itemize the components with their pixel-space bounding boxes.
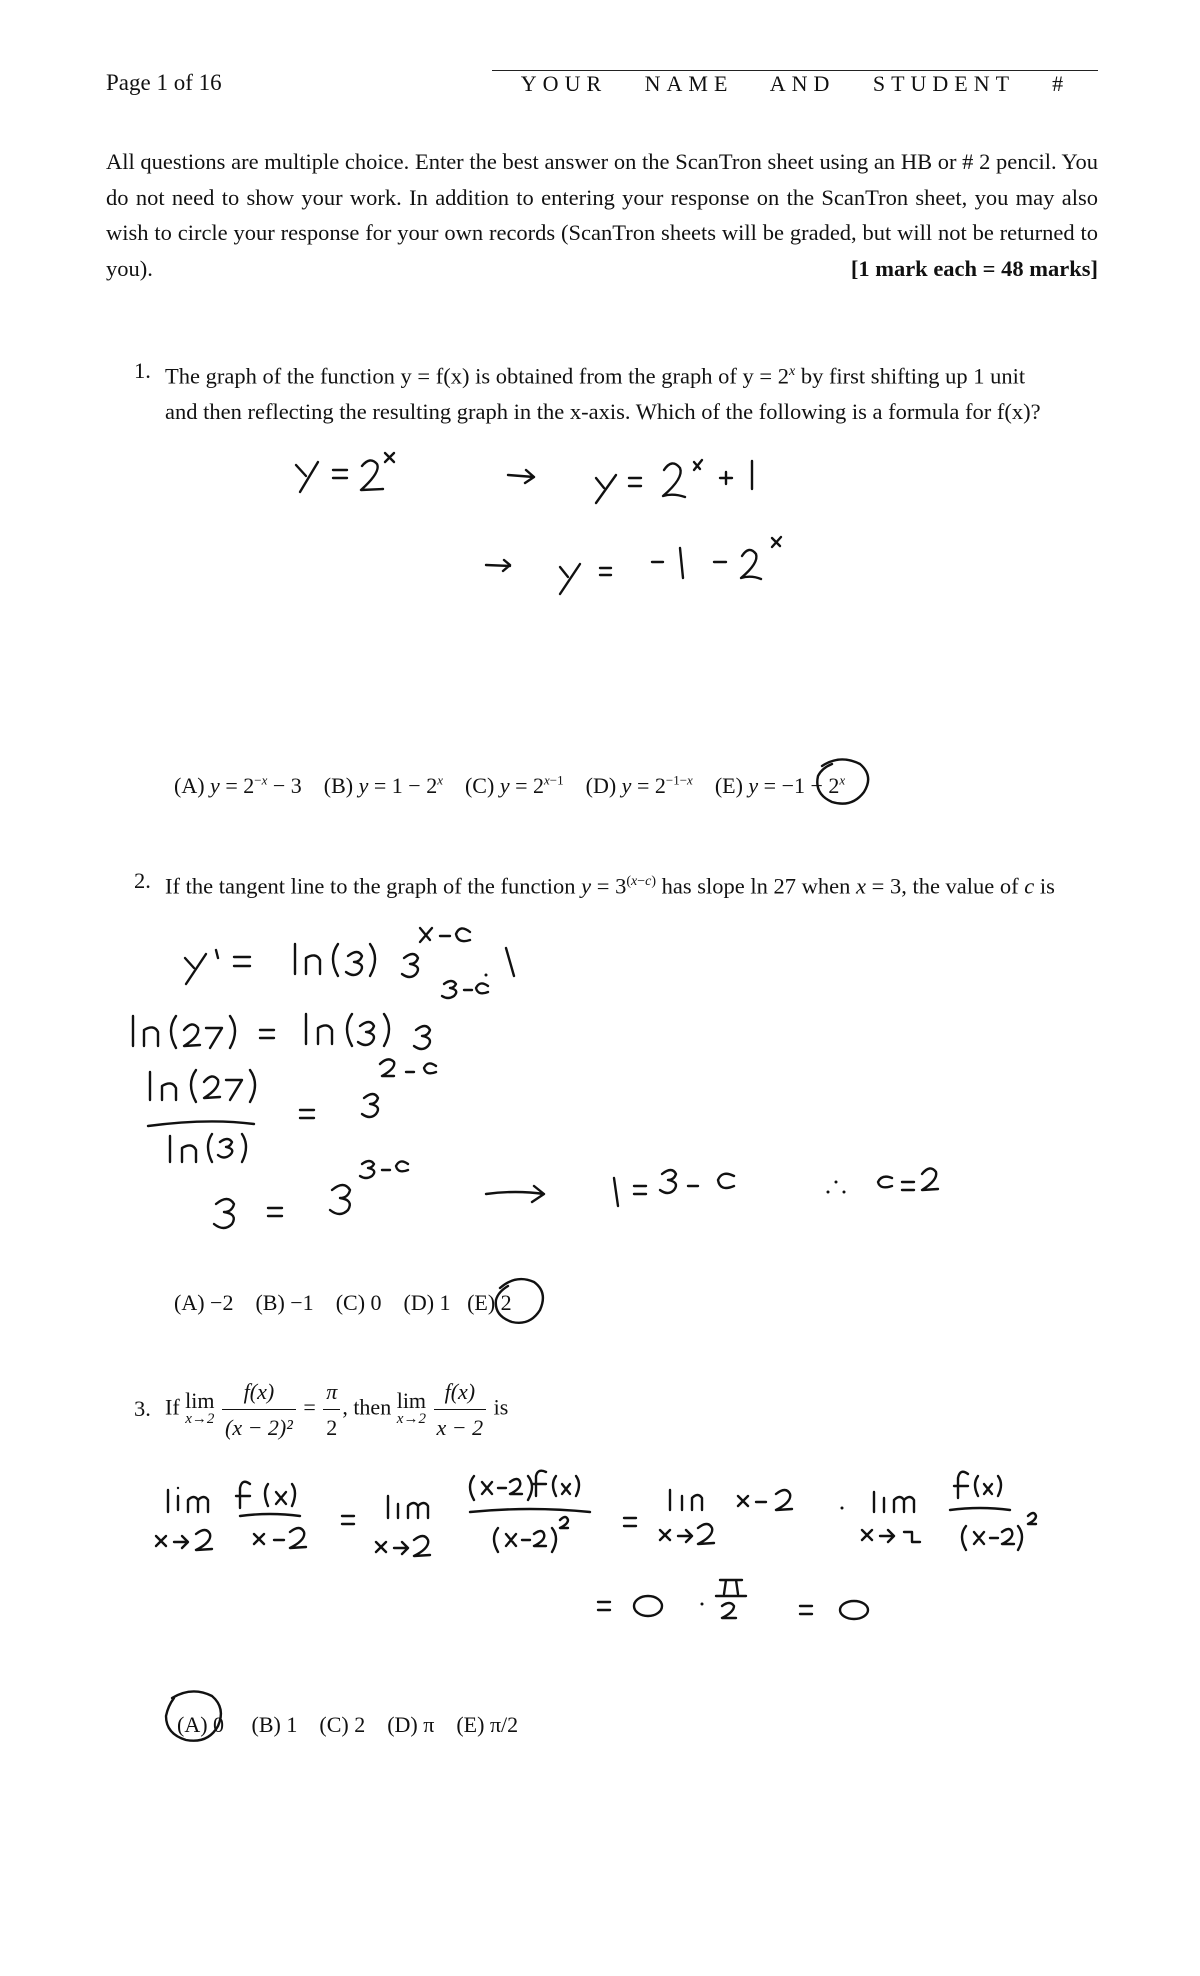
q1-choice-d[interactable]: (D) $y = 2^{-1-x}$ — [585, 773, 693, 799]
q3-choice-d[interactable]: (D) π — [387, 1712, 435, 1737]
q3-frac3-den: x − 2 — [436, 1415, 484, 1440]
q3-limit-1: lim x→2 — [185, 1387, 215, 1427]
q2-choice-a[interactable]: (A) −2 — [174, 1290, 234, 1315]
q3-frac2-den: 2 — [326, 1415, 338, 1440]
q2-choice-d[interactable]: (D) 1 — [403, 1290, 451, 1315]
question-1-line2: and then reflecting the resulting graph in the x-axis. Which of the following is a formula for f(x)? — [165, 398, 1041, 424]
q3-limit-2: lim x→2 — [396, 1387, 427, 1427]
question-1-line1: The graph of the function y = f(x) is obtained from the graph of y = 2 — [165, 363, 789, 389]
q2-choice-e[interactable]: (E) 2 — [467, 1290, 512, 1315]
marks-total: [1 mark each = 48 marks] — [850, 255, 1098, 281]
q3-choice-b[interactable]: (B) 1 — [251, 1712, 298, 1737]
q3-choice-a[interactable]: (A) 0 — [177, 1712, 225, 1737]
q3-frac1-den: (x − 2)² — [225, 1415, 293, 1440]
q1-choice-a[interactable]: (A) $y = 2^{-x} - 3$ — [174, 773, 302, 799]
question-1-number: 1. — [134, 358, 151, 383]
q3-text-is: is — [493, 1394, 509, 1420]
q3-text-if: If — [165, 1394, 180, 1420]
q3-limit-1-sub: x→2 — [185, 1410, 215, 1427]
q3-frac2-num: π — [323, 1374, 340, 1410]
question-1-text: The graph of the function y = f(x) is obtained from the graph of $y = 2^x$ by first shifting up 1 unit and then reflecting the resulting graph in the x-axis. Which of the following is a formula for f(x)? — [165, 354, 1100, 429]
q1-choice-b[interactable]: (B) $y = 1 - 2^x$ — [323, 773, 443, 799]
instructions-text: All questions are multiple choice. Enter the best answer on the ScanTron sheet using an HB or # 2 pencil. You do not need to show your work. In addition to entering your response on the ScanTron sheet, you may also wish to circle your response for your own records (ScanTron sheets will be graded, but will not be returned to you). — [106, 149, 1098, 281]
q1-choice-c[interactable]: (C) $y = 2^{x-1}$ — [464, 773, 564, 799]
q2-choice-b[interactable]: (B) −1 — [255, 1290, 314, 1315]
q3-choice-c[interactable]: (C) 2 — [319, 1712, 366, 1737]
page-number: Page 1 of 16 — [106, 70, 222, 95]
q3-equals: = — [303, 1394, 316, 1420]
question-2-number: 2. — [134, 868, 151, 893]
q3-limit-2-sub: x→2 — [396, 1410, 426, 1427]
q1-choice-e[interactable]: (E) $y = -1 - 2^x$ — [714, 773, 846, 799]
q3-frac1-num: f(x) — [222, 1374, 296, 1410]
name-label: YOUR NAME AND STUDENT # — [520, 71, 1070, 96]
question-3-answer-circle — [152, 1684, 232, 1754]
q3-text-then: , then — [342, 1394, 392, 1420]
question-3-number: 3. — [134, 1396, 151, 1421]
q2-choice-c[interactable]: (C) 0 — [335, 1290, 382, 1315]
q3-choice-e[interactable]: (E) π/2 — [456, 1712, 519, 1737]
question-2-text: If the tangent line to the graph of the function $y = 3^{(x-c)}$ has slope ln 27 when x = 3, the value of c is — [165, 873, 1055, 899]
q3-frac3-num: f(x) — [434, 1374, 487, 1410]
